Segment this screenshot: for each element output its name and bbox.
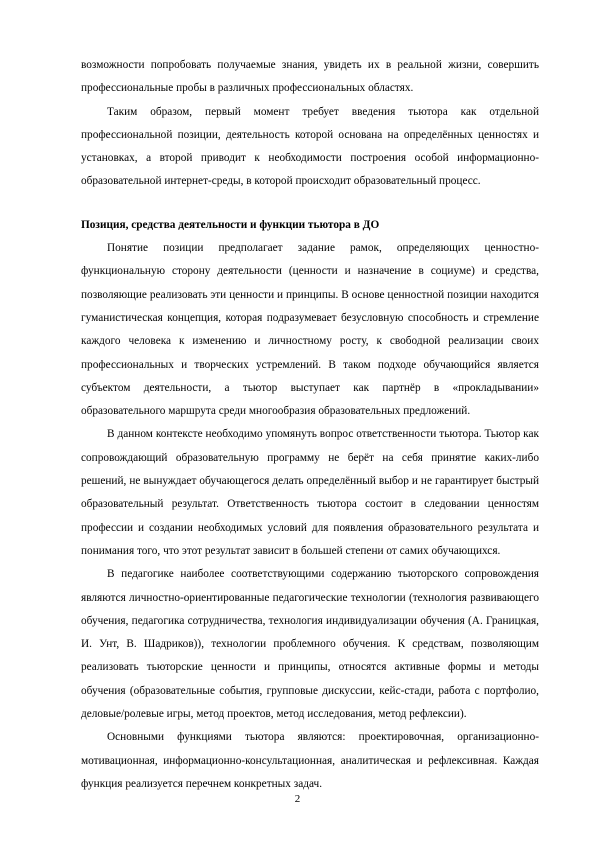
paragraph-functions: Основными функциями тьютора являются: проектировочная, организационно-мотивационная, информационно-консультационная, аналитическая и рефлексивная. Каждая функция реализуется перечнем конкретных задач. [81, 731, 539, 790]
paragraph-technologies: В педагогике наиболее соответствующими содержанию тьюторского сопровождения являются личностно-ориентированные педагогические технологии (технология развивающего обучения, педагогика сотрудничества, технология индивидуализации обучения (А. Границкая, И. Унт, В. Шадриков)), технологии проблемного обучения. К средствам, позволяющим реализовать тьюторские ценности и принципы, относятся активные формы и методы обучения (образовательные события, групповые дискуссии, кейс-стади, работа с портфолио, деловые/ролевые игры, метод проектов, метод исследования, метод рефлексии). [81, 568, 539, 721]
body-text [81, 54, 539, 796]
paragraph-position: Понятие позиции предполагает задание рамок, определяющих ценностно-функциональную сторону деятельности (ценности и назначение в социуме) и средства, позволяющие реализовать эти ценности и принципы. В основе ценностной позиции находится гуманистическая концепция, которая подразумевает безусловную способность и стремление каждого человека к изменению и личностному росту, к свободной реализации своих профессиональных и творческих устремлений. В таком подходе обучающийся является субъектом деятельности, а тьютор выступает как партнёр в «прокладывании» образовательного маршрута среди многообразия образовательных предложений. [81, 242, 539, 418]
page-number: 2 [294, 793, 301, 805]
section-heading: Позиция, средства деятельности и функции тьютора в ДО [81, 218, 380, 231]
paragraph-responsibility: В данном контексте необходимо упомянуть вопрос ответственности тьютора. Тьютор как сопровождающий образовательную программу не берёт на себя принятие каких-либо решений, не вынуждает обучающегося делать определённый выбор и не гарантирует быстрый образовательный результат. Ответственность тьютора состоит в следовании ценностям профессии и создании необходимых условий для появления образовательного результата и понимания того, что этот результат зависит в большей степени от самих обучающихся. [81, 428, 539, 557]
paragraph-summary: Таким образом, первый момент требует введения тьютора как отдельной профессиональной позиции, деятельность которой основана на определённых ценностях и установках, а второй приводит к необходимости построения особой информационно-образовательной интернет-среды, в которой происходит образовательный процесс. [81, 105, 539, 188]
paragraph-continuation: возможности попробовать получаемые знания, увидеть их в реальной жизни, совершить профессиональные пробы в различных профессиональных областях. [81, 59, 539, 95]
